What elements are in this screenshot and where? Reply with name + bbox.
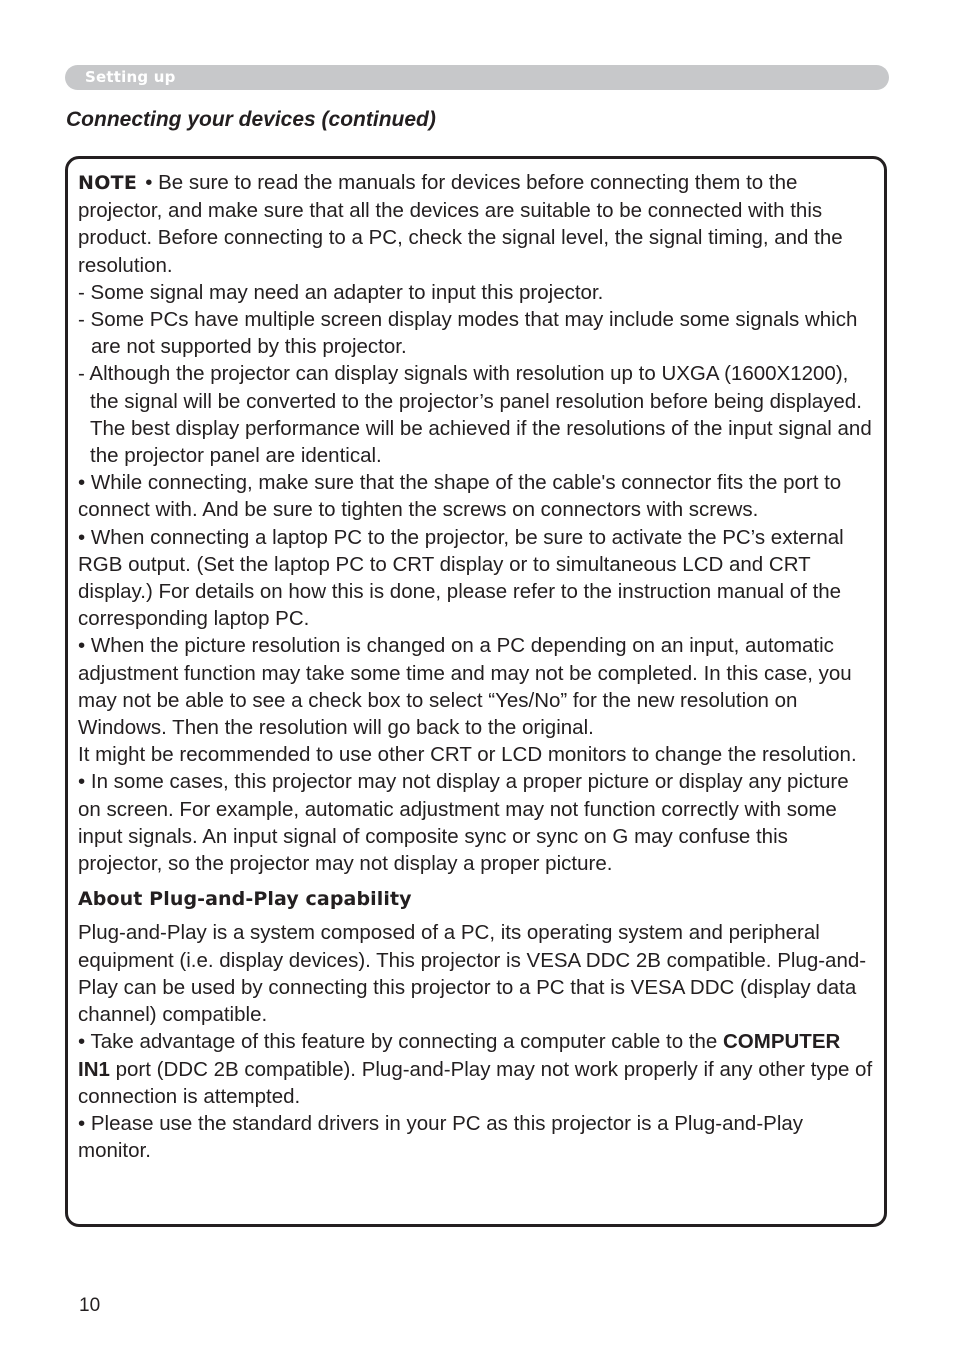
note-intro [78,169,876,279]
pnp-cable-item [78,1028,876,1110]
dash-item: - Some PCs have multiple screen display modes that may include some signals which are not supported by this projector. [78,308,858,359]
dash-item: - Some signal may need an adapter to input this projector. [78,280,604,304]
page-heading: Connecting your devices (continued) [66,108,436,131]
bullet-item: • When the picture resolution is changed on a PC depending on an input, automatic adjustment function may take some time and may not be completed. In this case, you may not be able to see a check box to select “Yes/No” for the new resolution on Windows. Then the resolution will go back to the original. [78,634,852,740]
note-content [78,169,876,1164]
section-label: Setting up [85,68,176,86]
bullet-item: It might be recommended to use other CRT or LCD monitors to change the resolution. [78,743,857,767]
section-header-bar [65,65,889,90]
note-intro-text: • Be sure to read the manuals for devices before connecting them to the projector, and make sure that all the devices are suitable to be connected with this product. Before connecting to a PC, check the signal level, the signal timing, and the resolution. [78,171,843,277]
pnp-heading: About Plug-and-Play capability [78,888,412,911]
pnp-intro: Plug-and-Play is a system composed of a PC, its operating system and peripheral equipment (i.e. display devices). This projector is VESA DDC 2B compatible. Plug-and-Play can be used by connecting this projector to a PC that is VESA DDC (display data channel) compatible. [78,921,867,1027]
pnp-cable-prefix: • Take advantage of this feature by connecting a computer cable to the [78,1030,718,1054]
pnp-cable-suffix: port (DDC 2B compatible). Plug-and-Play may not work properly if any other type of connection is attempted. [78,1057,873,1108]
note-box [65,156,887,1227]
port-name: COMPUTER IN1 [78,1030,841,1081]
bullet-item: • When connecting a laptop PC to the projector, be sure to activate the PC’s external RGB output. (Set the laptop PC to CRT display or to simultaneous LCD and CRT display.) For details on how this is done, please refer to the instruction manual of the corresponding laptop PC. [78,525,844,631]
page-number: 10 [79,1295,101,1316]
bullet-item: • While connecting, make sure that the shape of the cable's connector fits the port to connect with. And be sure to tighten the screws on connectors with screws. [78,471,842,522]
dash-item: - Although the projector can display signals with resolution up to UXGA (1600X1200), the signal will be converted to the projector’s panel resolution before being displayed. The best display performance will be achieved if the resolutions of the input signal and the projector panel are identical. [78,362,872,468]
pnp-drivers-item: • Please use the standard drivers in your PC as this projector is a Plug-and-Play monitor. [78,1111,804,1163]
note-label: NOTE [78,172,138,194]
bullet-item: • In some cases, this projector may not display a proper picture or display any picture on screen. For example, automatic adjustment may not function correctly with some input signals. An input signal of composite sync or sync on G may confuse this projector, so the projector may not display a proper picture. [78,770,849,876]
